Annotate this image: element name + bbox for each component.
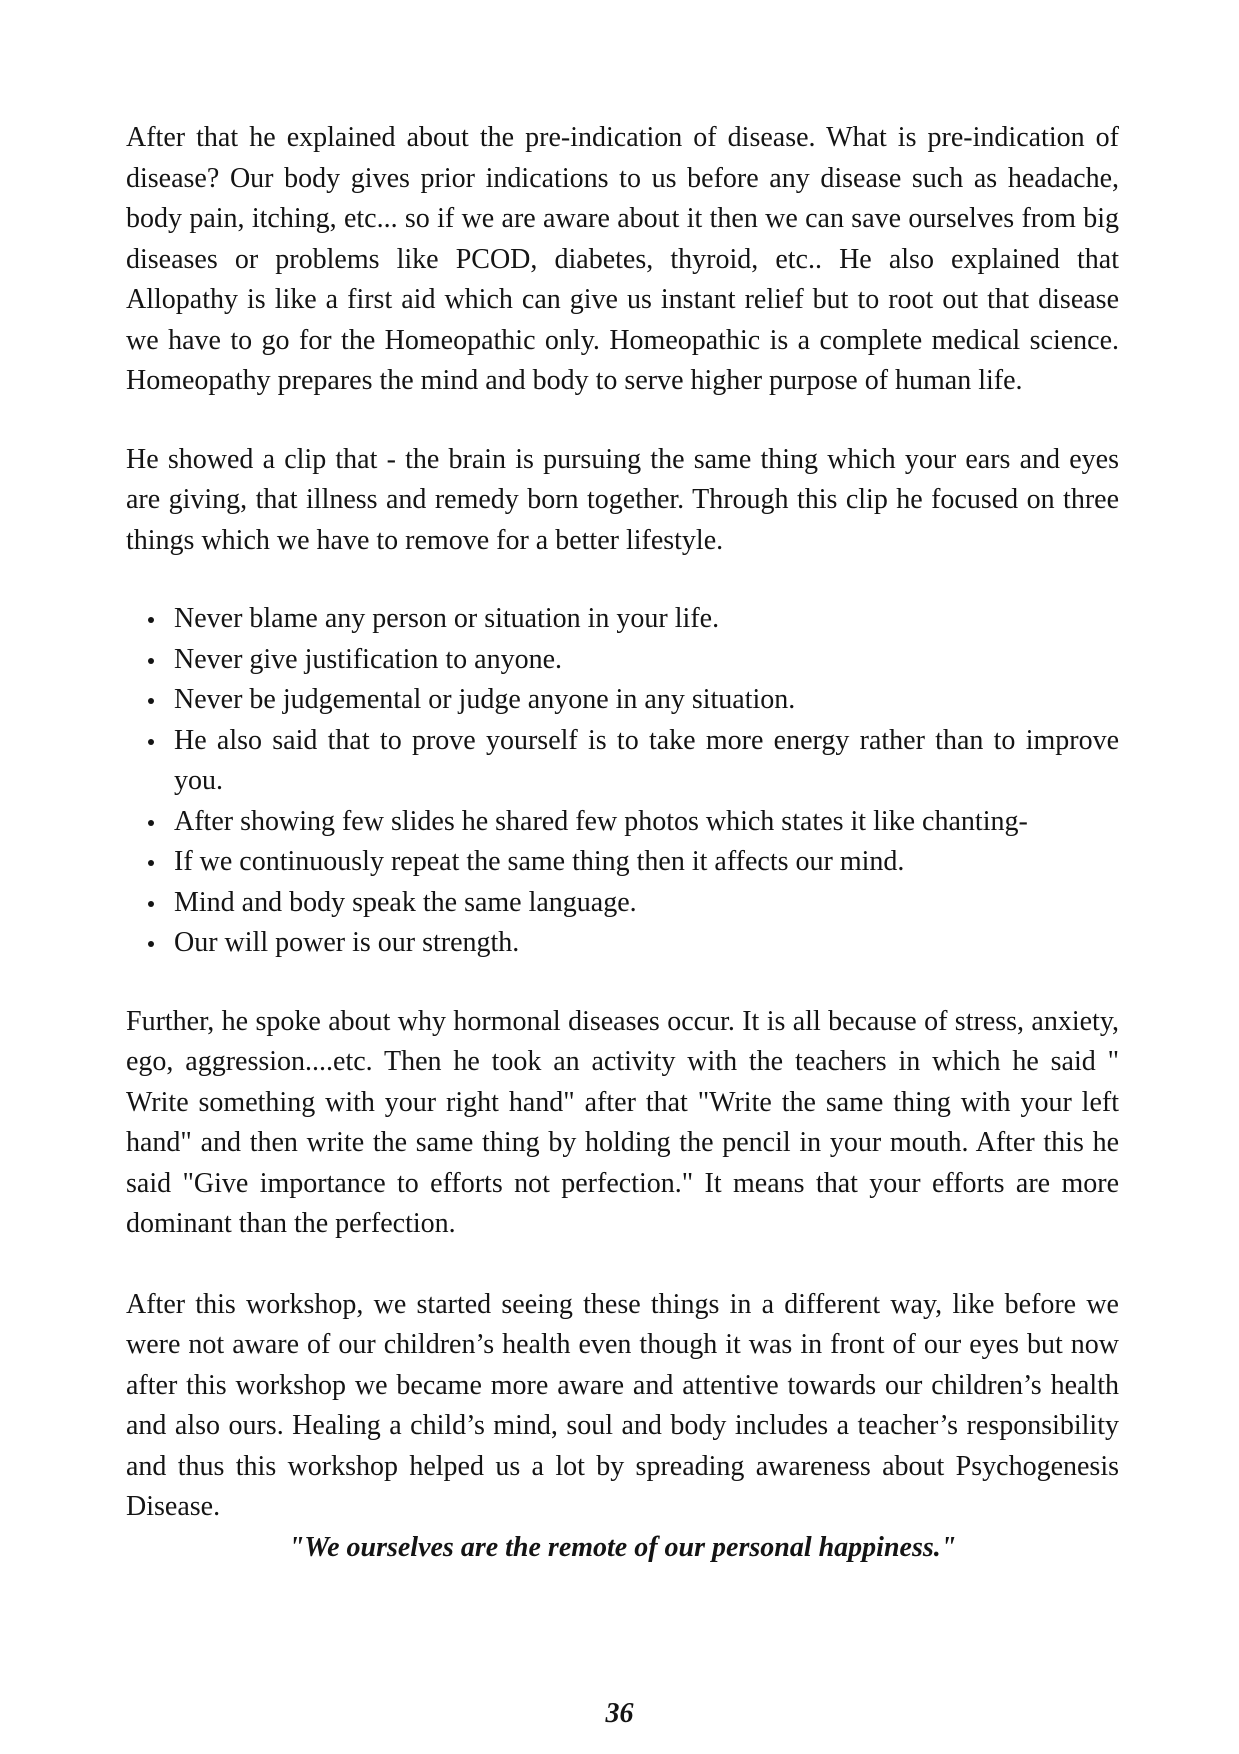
paragraph-workshop-outcome: After this workshop, we started seeing these things in a different way, like before we were not aware of our children’s health even though it was in front of our eyes but now after this workshop we became more aware and attentive towards our children’s health and also ours. Healing a child’s mind, soul and body includes a teacher’s responsibility and thus this workshop helped us a lot by spreading awareness about Psychogenesis Disease. [126, 1288, 1119, 1522]
page-number: 36 [605, 1698, 634, 1729]
list-item-text: He also said that to prove yourself is to take more energy rather than to improve you. [174, 724, 1119, 796]
closing-quote: "We ourselves are the remote of our personal happiness." [288, 1531, 957, 1563]
list-item-text: Never be judgemental or judge anyone in any situation. [174, 684, 796, 715]
bullet-icon [148, 820, 154, 826]
bullet-icon [148, 739, 154, 745]
page-content [126, 118, 1119, 1568]
paragraph-pre-indication: After that he explained about the pre-indication of disease. What is pre-indication of disease? Our body gives prior indications to us before any disease such as headache, body pain, itching, etc... so if we are aware about it then we can save ourselves from big diseases or problems like PCOD, diabetes, thyroid, etc.. He also explained that Allopathy is like a first aid which can give us instant relief but to root out that disease we have to go for the Homeopathic only. Homeopathic is a complete medical science. Homeopathy prepares the mind and body to serve higher purpose of human life. [126, 122, 1119, 396]
list-item-text: After showing few slides he shared few photos which states it like chanting- [174, 805, 1028, 837]
list-item-text: Never blame any person or situation in your life. [174, 603, 720, 634]
list-item [126, 842, 1119, 883]
list-item-text: Never give justification to anyone. [174, 643, 562, 675]
list-item [126, 640, 1119, 681]
bullet-icon [148, 901, 154, 907]
bullet-icon [148, 941, 154, 947]
bullet-icon [148, 617, 154, 623]
bullet-icon [148, 860, 154, 866]
bullet-list [126, 599, 1119, 964]
list-item-text: Mind and body speak the same language. [174, 886, 637, 918]
list-item [126, 599, 1119, 640]
paragraph-brain-clip: He showed a clip that - the brain is pursuing the same thing which your ears and eyes are giving, that illness and remedy born together. Through this clip he focused on three things which we have to remove for a better lifestyle. [126, 443, 1119, 556]
list-item [126, 721, 1119, 802]
list-item-text: Our will power is our strength. [174, 927, 520, 958]
list-item [126, 680, 1119, 721]
paragraph-hormonal-diseases: Further, he spoke about why hormonal diseases occur. It is all because of stress, anxiety, ego, aggression....etc. Then he took an activity with the teachers in which he said " Write something with your right hand" after that "Write the same thing with your left hand" and then write the same thing by holding the pencil in your mouth. After this he said "Give importance to efforts not perfection." It means that your efforts are more dominant than the perfection. [126, 1005, 1119, 1239]
list-item-text: If we continuously repeat the same thing then it affects our mind. [174, 846, 905, 877]
bullet-icon [148, 698, 154, 704]
bullet-icon [148, 658, 154, 664]
list-item [126, 802, 1119, 843]
list-item [126, 923, 1119, 964]
list-item [126, 883, 1119, 924]
